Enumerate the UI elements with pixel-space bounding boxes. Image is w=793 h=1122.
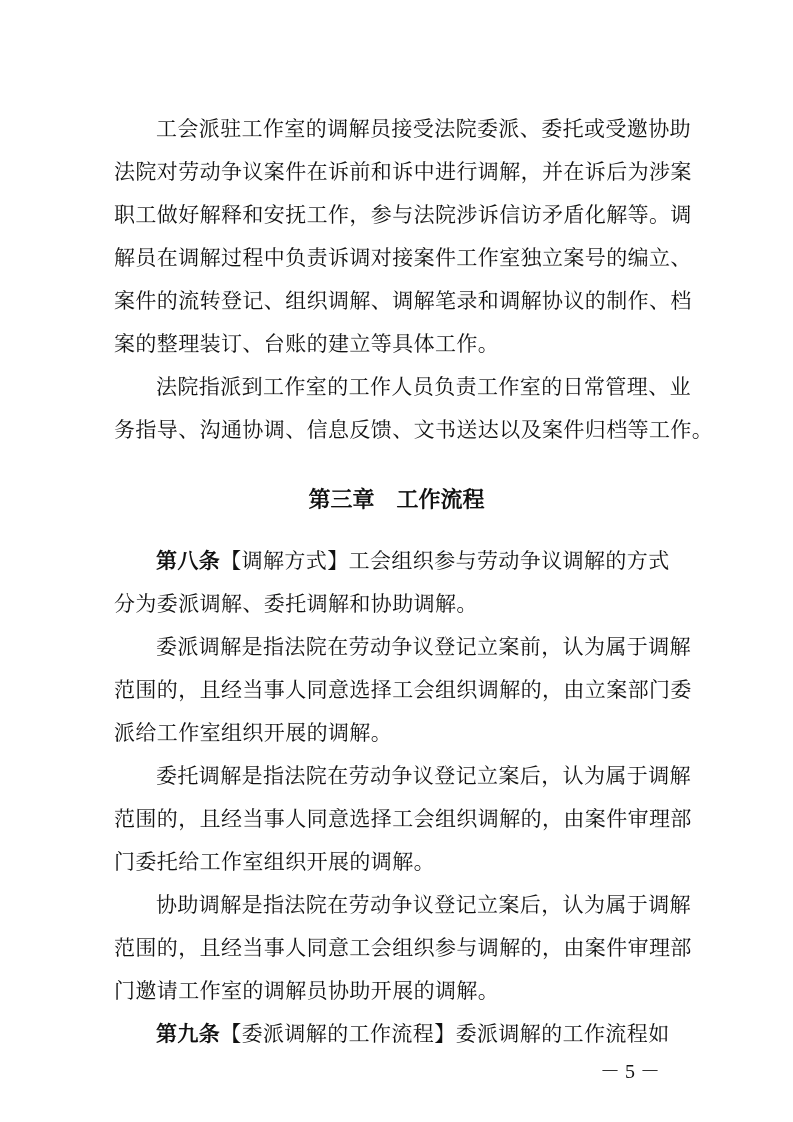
article-8-line-1 (156, 547, 680, 575)
paragraph-1-line-2: 法院对劳动争议案件在诉前和诉中进行调解，并在诉后为涉案 (114, 160, 692, 184)
article-9-text: 【委派调解的工作流程】委派调解的工作流程如 (220, 1022, 670, 1046)
chapter-heading: 第三章 工作流程 (308, 488, 485, 513)
xiezhu-line-1: 协助调解是指法院在劳动争议登记立案后，认为属于调解 (156, 893, 691, 917)
weituo-line-3: 门委托给工作室组织开展的调解。 (114, 850, 435, 874)
weituo-line-2: 范围的，且经当事人同意选择工会组织调解的，由案件审理部 (114, 807, 692, 831)
article-9-label: 第九条 (156, 1022, 221, 1046)
article-9-line-1 (156, 1020, 680, 1048)
page-number: － 5 － (600, 1061, 660, 1083)
article-8-label: 第八条 (156, 549, 221, 573)
xiezhu-line-2: 范围的，且经当事人同意工会组织参与调解的，由案件审理部 (114, 936, 692, 960)
article-8-text: 【调解方式】工会组织参与劳动争议调解的方式 (220, 549, 670, 573)
paragraph-1-line-5: 案件的流转登记、组织调解、调解笔录和调解协议的制作、档 (114, 289, 692, 313)
paragraph-2-line-1: 法院指派到工作室的工作人员负责工作室的日常管理、业 (156, 375, 691, 399)
paragraph-1-line-3: 职工做好解释和安抚工作，参与法院涉诉信访矛盾化解等。调 (114, 203, 692, 227)
paragraph-1-line-4: 解员在调解过程中负责诉调对接案件工作室独立案号的编立、 (114, 246, 692, 270)
paragraph-2-line-2: 务指导、沟通协调、信息反馈、文书送达以及案件归档等工作。 (114, 418, 714, 442)
article-8-line-2: 分为委派调解、委托调解和协助调解。 (114, 592, 478, 616)
weipai-line-3: 派给工作室组织开展的调解。 (114, 721, 393, 745)
paragraph-1-line-1: 工会派驻工作室的调解员接受法院委派、委托或受邀协助 (156, 117, 691, 141)
weipai-line-1: 委派调解是指法院在劳动争议登记立案前，认为属于调解 (156, 635, 691, 659)
weituo-line-1: 委托调解是指法院在劳动争议登记立案后，认为属于调解 (156, 764, 691, 788)
xiezhu-line-3: 门邀请工作室的调解员协助开展的调解。 (114, 979, 500, 1003)
paragraph-1-line-6: 案的整理装订、台账的建立等具体工作。 (114, 332, 500, 356)
weipai-line-2: 范围的，且经当事人同意选择工会组织调解的，由立案部门委 (114, 678, 692, 702)
